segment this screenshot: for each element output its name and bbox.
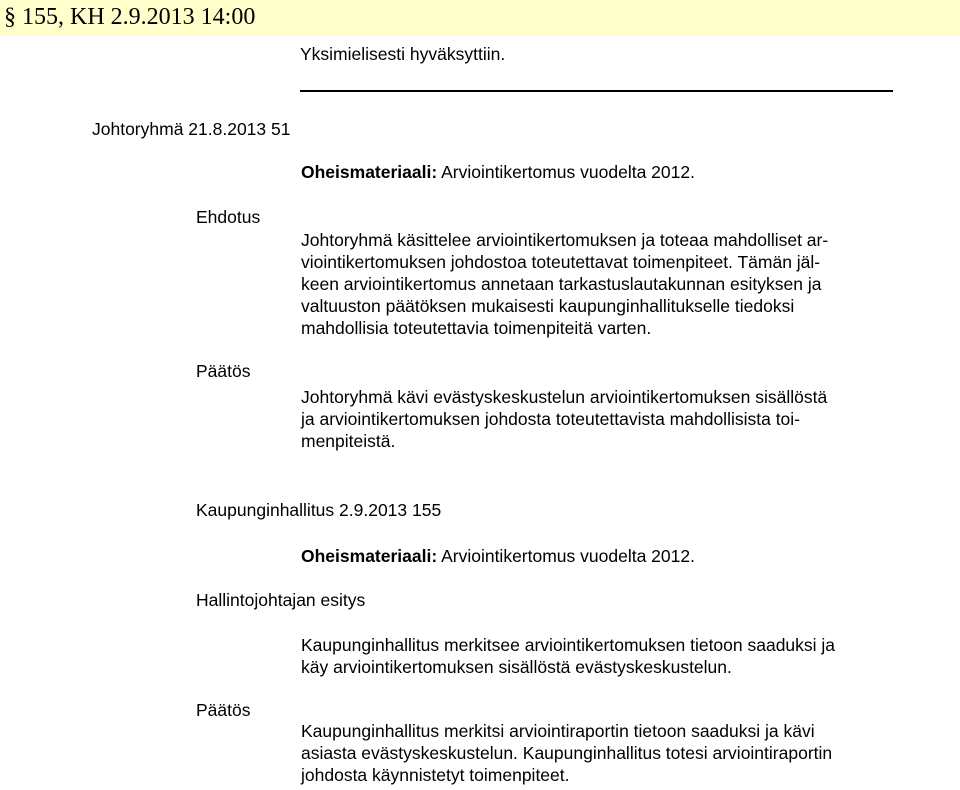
divider-line	[300, 90, 893, 92]
kaupunginhallitus-attachment	[301, 545, 695, 567]
johtoryhma-proposal-label: Ehdotus	[196, 207, 261, 227]
paragraph-line: asiasta evästyskeskustelun. Kaupunginhallitus totesi arviointiraportin	[301, 743, 833, 763]
attachment-text: Arviointikertomus vuodelta 2012.	[441, 546, 695, 566]
paragraph-line: menpiteistä.	[301, 431, 396, 451]
kaupunginhallitus-proposal-label: Hallintojohtajan esitys	[196, 590, 366, 610]
paragraph-line: viointikertomuksen johdostoa toteutettavat toimenpiteet. Tämän jäl-	[301, 252, 821, 272]
attachment-label: Oheismateriaali:	[301, 546, 438, 566]
paragraph-line: käy arviointikertomuksen sisällöstä evästyskeskustelun.	[301, 657, 732, 677]
johtoryhma-heading: Johtoryhmä 21.8.2013 51	[92, 119, 291, 139]
paragraph-line: Kaupunginhallitus merkitsi arviointiraportin tietoon saaduksi ja kävi	[301, 721, 815, 741]
paragraph-line: Kaupunginhallitus merkitsee arviointikertomuksen tietoon saaduksi ja	[301, 635, 836, 655]
paragraph-line: Johtoryhmä käsittelee arviointikertomuksen ja toteaa mahdolliset ar-	[301, 230, 829, 250]
previous-decision-text: Yksimielisesti hyväksyttiin.	[300, 44, 506, 64]
paragraph-line: Johtoryhmä kävi evästyskeskustelun arviointikertomuksen sisällöstä	[301, 387, 828, 407]
header-bar	[0, 0, 960, 36]
attachment-text: Arviointikertomus vuodelta 2012.	[441, 162, 695, 182]
paragraph-line: mahdollisia toteutettavia toimenpiteitä varten.	[301, 318, 652, 338]
paragraph-line: valtuuston päätöksen mukaisesti kaupunginhallitukselle tiedoksi	[301, 296, 795, 316]
kaupunginhallitus-decision-label: Päätös	[196, 700, 251, 720]
paragraph-line: keen arviointikertomus annetaan tarkastuslautakunnan esityksen ja	[301, 274, 822, 294]
johtoryhma-decision-text	[301, 386, 827, 452]
paragraph-line: johdosta käynnistetyt toimenpiteet.	[301, 765, 570, 785]
johtoryhma-proposal-text	[301, 229, 828, 339]
kaupunginhallitus-proposal-text	[301, 634, 835, 678]
paragraph-line: ja arviointikertomuksen johdosta toteutettavista mahdollisista toi-	[301, 409, 800, 429]
attachment-label: Oheismateriaali:	[301, 162, 438, 182]
section-header: § 155, KH 2.9.2013 14:00	[4, 4, 256, 30]
kaupunginhallitus-decision-text	[301, 720, 832, 786]
johtoryhma-decision-label: Päätös	[196, 361, 251, 381]
johtoryhma-attachment	[301, 161, 695, 183]
kaupunginhallitus-heading: Kaupunginhallitus 2.9.2013 155	[196, 500, 442, 520]
